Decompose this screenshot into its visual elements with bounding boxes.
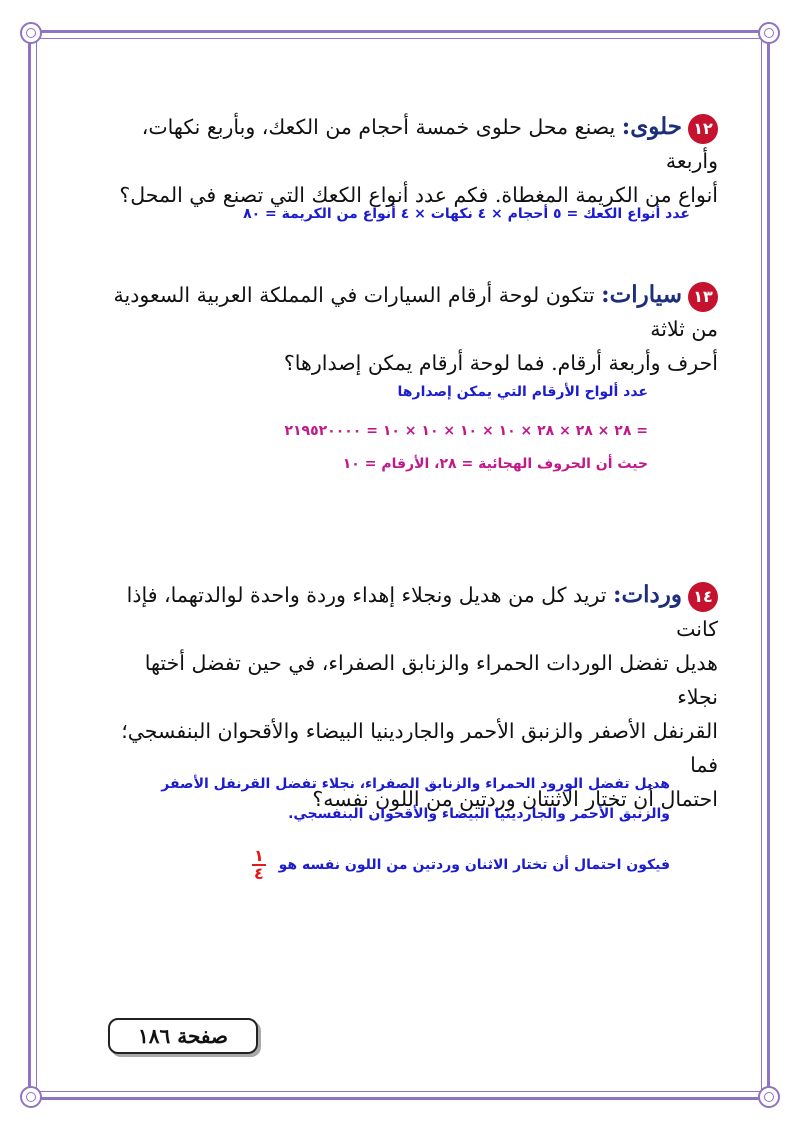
question-12-line-2: أنواع من الكريمة المغطاة. فكم عدد أنواع الكعك التي تصنع في المحل؟ xyxy=(119,183,718,207)
answer-13-note: حيث أن الحروف الهجائية = ٢٨، الأرقام = ١٠ xyxy=(342,456,648,472)
answer-14-line-2: والزنبق الأحمر والجاردينيا البيضاء والأقحوان البنفسجي. xyxy=(288,806,670,822)
question-13-line-1 xyxy=(98,278,718,346)
question-number-badge: ١٣ xyxy=(688,282,718,312)
question-13-line-2: أحرف وأربعة أرقام. فما لوحة أرقام يمكن إصدارها؟ xyxy=(283,351,718,375)
question-12 xyxy=(98,110,718,212)
question-number-badge: ١٢ xyxy=(688,114,718,144)
fraction-one-quarter xyxy=(252,848,266,882)
page-number-box xyxy=(108,1018,258,1054)
fraction-numerator: ١ xyxy=(253,846,264,865)
corner-ornament-top-right xyxy=(758,22,780,44)
question-title: سيارات: xyxy=(601,281,682,308)
corner-ornament-bottom-right xyxy=(758,1086,780,1108)
corner-ornament-bottom-left xyxy=(20,1086,42,1108)
answer-14-result xyxy=(252,848,670,882)
page-number: ١٨٦ xyxy=(138,1024,171,1048)
question-text: يصنع محل حلوى خمسة أحجام من الكعك، وبأربع نكهات، وأربعة xyxy=(141,115,718,173)
page-label: صفحة xyxy=(177,1024,228,1048)
question-14-line-2: هديل تفضل الوردات الحمراء والزنابق الصفراء، في حين تفضل أختها نجلاء xyxy=(144,651,718,709)
question-14-line-1 xyxy=(98,578,718,646)
answer-13-calculation: = ٢٨ × ٢٨ × ٢٨ × ١٠ × ١٠ × ١٠ × ١٠ = ٢١٩٥٢٠٠٠٠ xyxy=(284,423,648,439)
fraction-denominator: ٤ xyxy=(253,864,264,883)
question-title: وردات: xyxy=(613,581,682,608)
answer-12: عدد أنواع الكعك = ٥ أحجام × ٤ نكهات × ٤ أنواع من الكريمة = ٨٠ xyxy=(243,206,690,222)
question-number-badge: ١٤ xyxy=(688,582,718,612)
answer-14-line-1: هديل تفضل الورود الحمراء والزنابق الصفراء، نجلاء تفضل القرنفل الأصفر xyxy=(161,776,670,792)
question-text: تتكون لوحة أرقام السيارات في المملكة العربية السعودية من ثلاثة xyxy=(113,283,718,341)
question-13 xyxy=(98,278,718,380)
question-title: حلوى: xyxy=(621,113,682,140)
question-text: تريد كل من هديل ونجلاء إهداء وردة واحدة لوالدتهما، فإذا كانت xyxy=(126,583,718,641)
answer-13-title: عدد ألواح الأرقام التي يمكن إصدارها xyxy=(397,384,648,400)
answer-14-result-text: فيكون احتمال أن تختار الاثنان وردتين من اللون نفسه هو xyxy=(278,857,670,873)
question-14-line-4: احتمال أن تختار الاثنتان وردتين من اللون نفسه؟ xyxy=(312,787,718,811)
question-14-line-3: القرنفل الأصفر والزنبق الأحمر والجاردينيا البيضاء والأقحوان البنفسجي؛ فما xyxy=(121,719,718,777)
corner-ornament-top-left xyxy=(20,22,42,44)
question-12-line-1 xyxy=(98,110,718,178)
